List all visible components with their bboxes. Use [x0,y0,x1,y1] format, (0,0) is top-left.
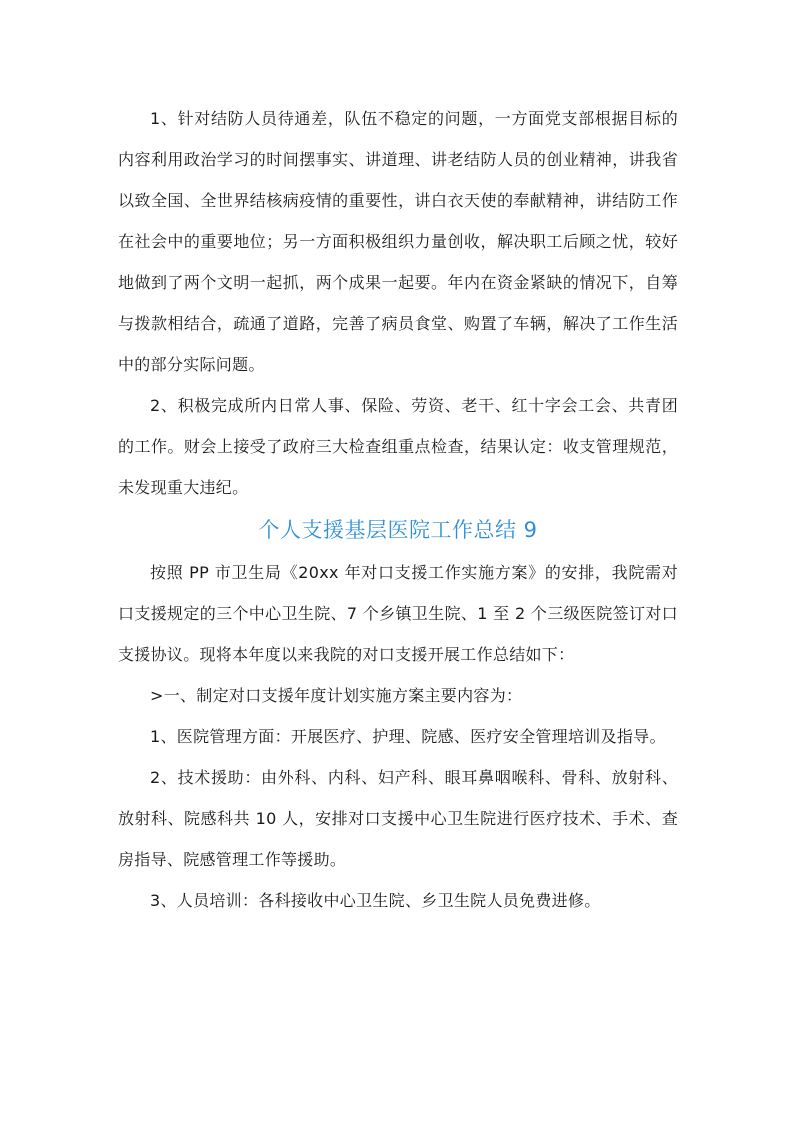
section-heading: 个人支援基层医院工作总结 9 [258,518,538,542]
paragraph-daily-affairs: 2、积极完成所内日常人事、保险、劳资、老干、红十字会工会、共青团的工作。财会上接受了政府三大检查组重点检查，结果认定：收支管理规范，未发现重大违纪。 [118,396,678,497]
paragraph-staff-stability: 1、针对结防人员待通差，队伍不稳定的问题，一方面党支部根据目标的内容利用政治学习的时间摆事实、讲道理、讲老结防人员的创业精神，讲我省以致全国、全世界结核病疫情的重要性，讲白衣天使的奉献精神，讲结防工作在社会中的重要地位；另一方面积极组织力量创收，解决职工后顾之忧，较好地做到了两个文明一起抓，两个成果一起要。年内在资金紧缺的情况下，自筹与拨款相结合，疏通了道路，完善了病员食堂、购置了车辆，解决了工作生活中的部分实际问题。 [118,109,678,374]
paragraph-hospital-management: 1、医院管理方面：开展医疗、护理、院感、医疗安全管理培训及指导。 [150,727,666,746]
paragraph-intro: 按照 PP 市卫生局《20xx 年对口支援工作实施方案》的安排，我院需对口支援规定的三个中心卫生院、7 个乡镇卫生院、1 至 2 个三级医院签订对口支援协议。现将本年度以来我院的对口支援开展工作总结如下： [118,563,678,664]
paragraph-plan-heading: >一、制定对口支援年度计划实施方案主要内容为： [150,686,523,705]
paragraph-technical-assistance: 2、技术援助：由外科、内科、妇产科、眼耳鼻咽喉科、骨科、放射科、放射科、院感科共 10 人，安排对口支援中心卫生院进行医疗技术、手术、查房指导、院感管理工作等援助。 [118,768,678,869]
paragraph-staff-training: 3、人员培训：各科接收中心卫生院、乡卫生院人员免费进修。 [150,891,601,910]
document-page [118,98,678,921]
